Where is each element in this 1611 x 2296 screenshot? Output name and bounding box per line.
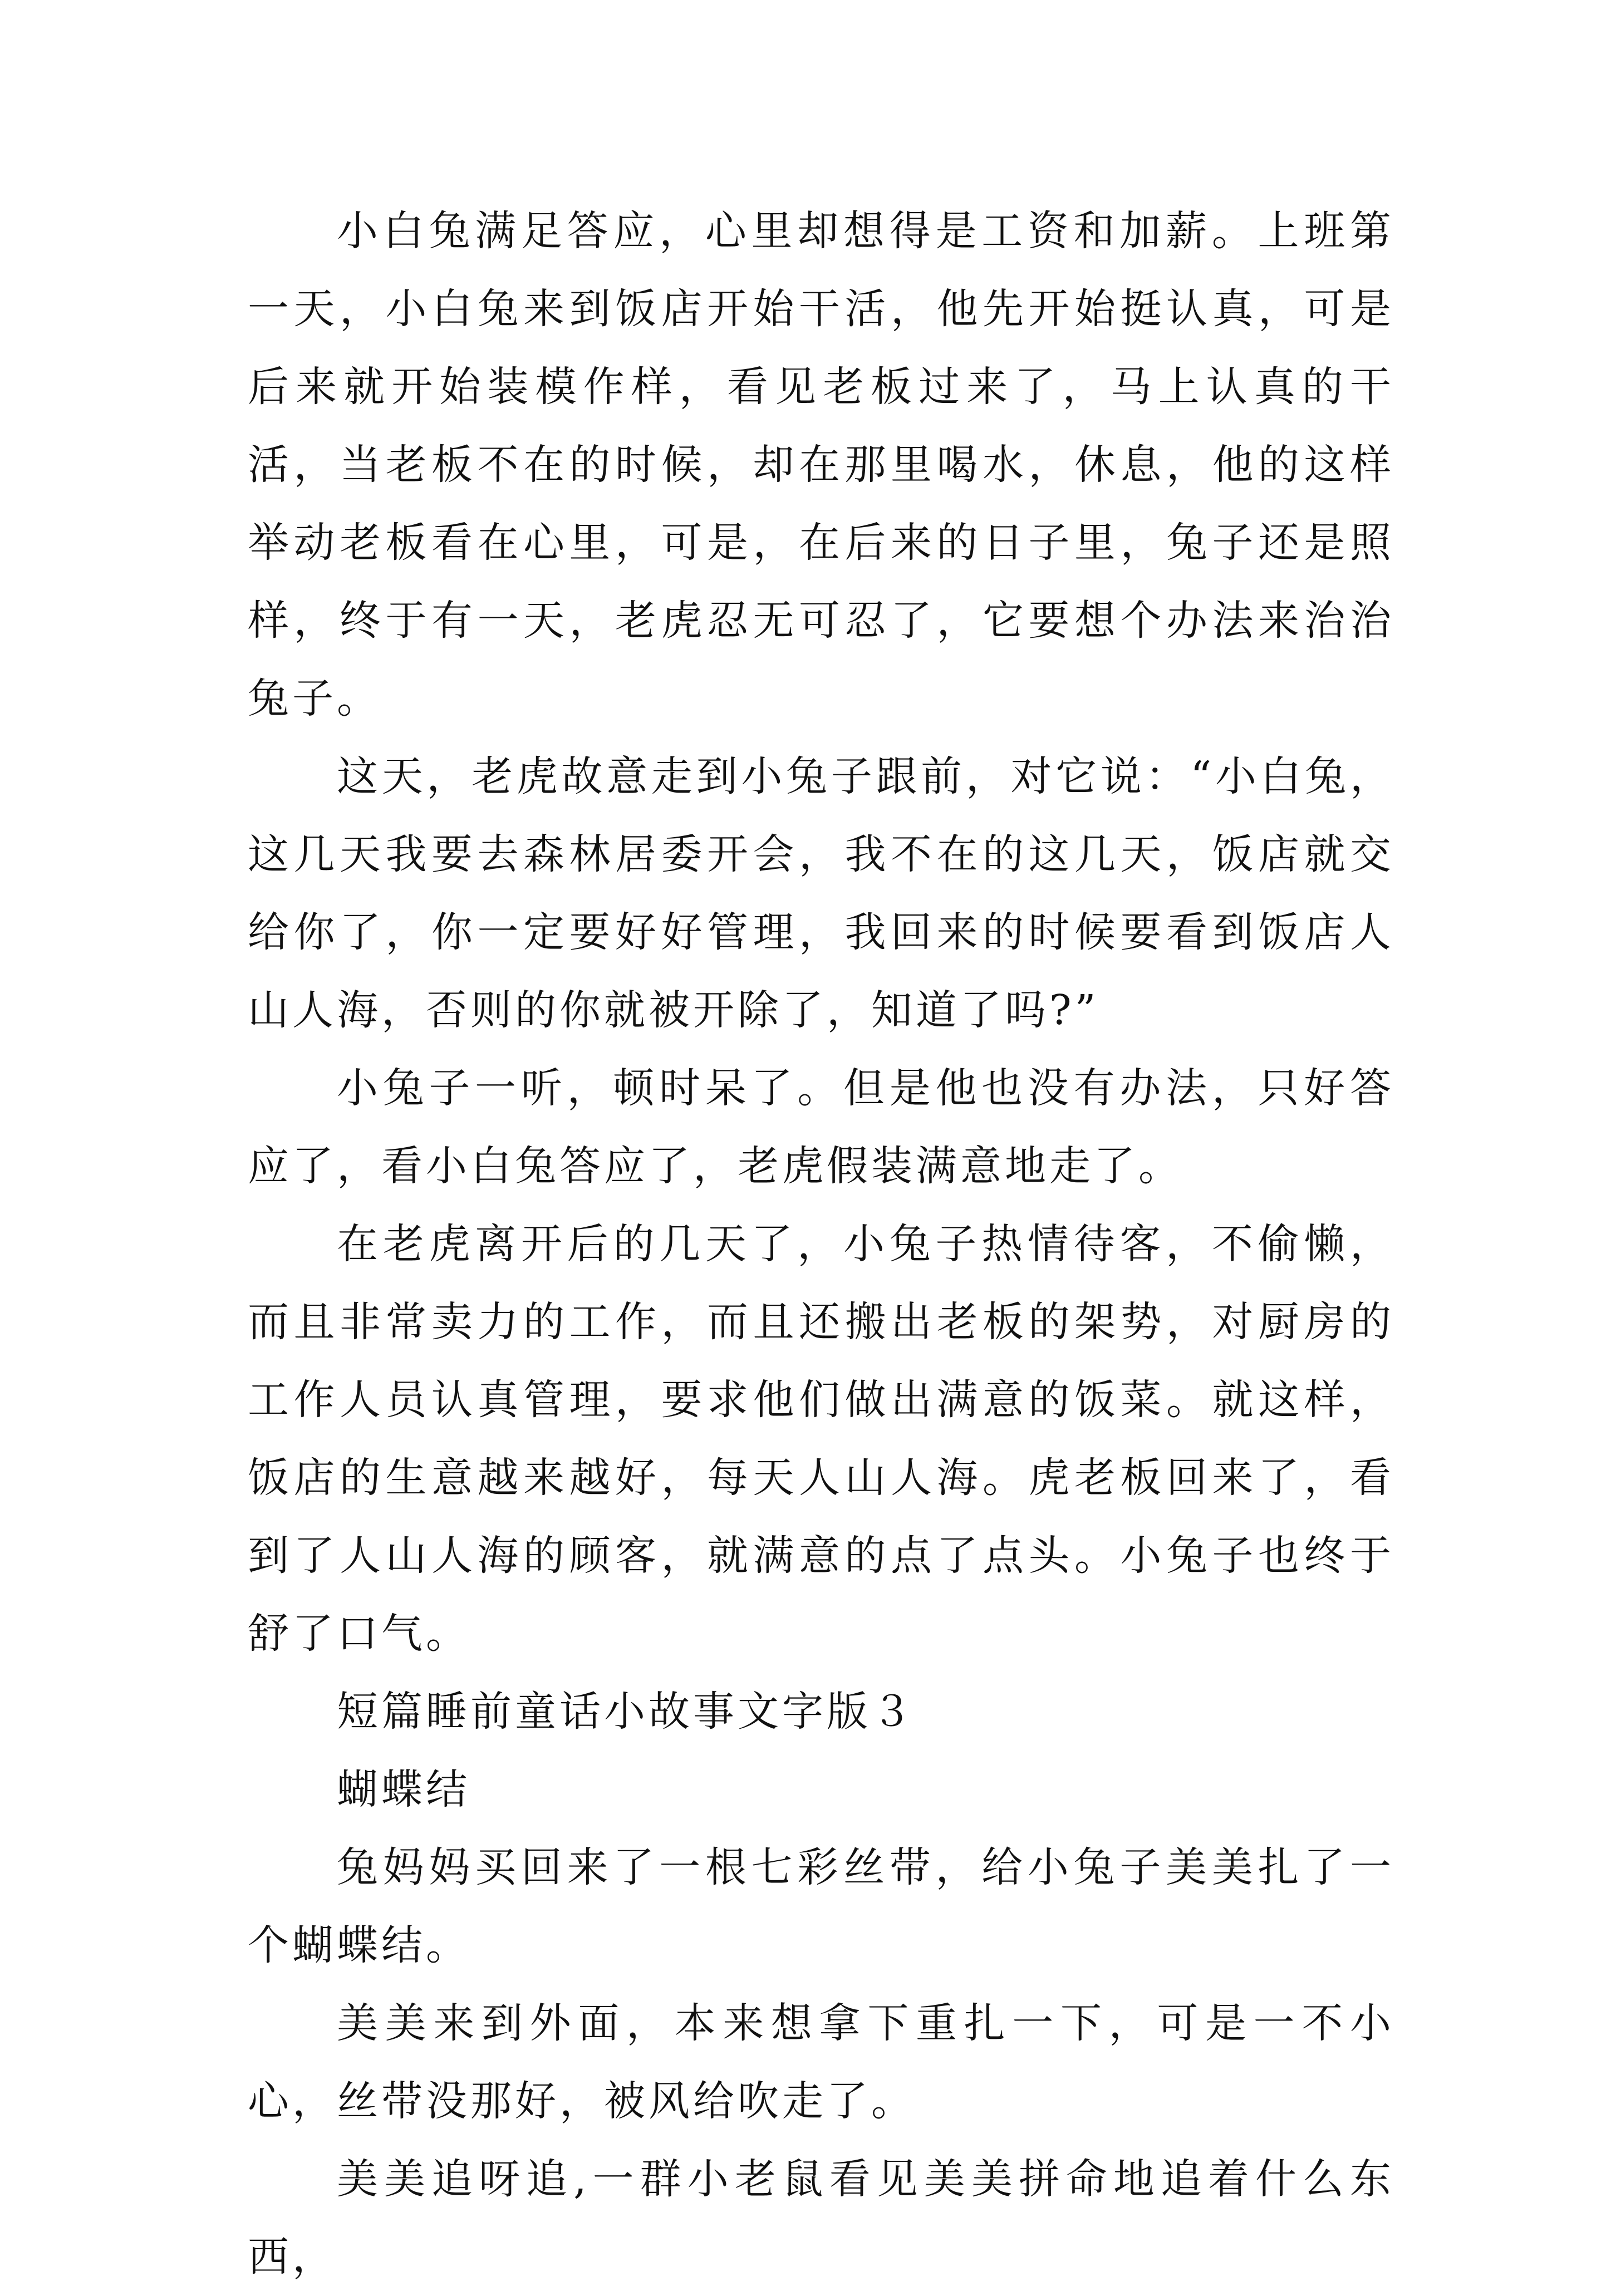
paragraph-2: 这天，老虎故意走到小兔子跟前，对它说：“小白兔，这几天我要去森林居委开会，我不在的这几天，饭店就交给你了，你一定要好好管理，我回来的时候要看到饭店人山人海，否则的你就被开除了，知道了吗?” [248, 753, 1394, 1034]
body-text [248, 192, 1394, 2296]
paragraph-7: 美美追呀追,一群小老鼠看见美美拼命地追着什么东西， [248, 2155, 1394, 2281]
section-title: 短篇睡前童话小故事文字版３ [337, 1688, 916, 1735]
paragraph-3: 小兔子一听，顿时呆了。但是他也没有办法，只好答应了，看小白兔答应了，老虎假装满意地走了。 [248, 1064, 1394, 1190]
paragraph-5: 兔妈妈买回来了一根七彩丝带，给小兔子美美扎了一个蝴蝶结。 [248, 1843, 1394, 1969]
paragraph-6: 美美来到外面，本来想拿下重扎一下，可是一不小心，丝带没那好，被风给吹走了。 [248, 1999, 1394, 2125]
paragraph-4: 在老虎离开后的几天了，小兔子热情待客，不偷懒，而且非常卖力的工作，而且还搬出老板的架势，对厨房的工作人员认真管理，要求他们做出满意的饭菜。就这样，饭店的生意越来越好，每天人山人海。虎老板回来了，看到了人山人海的顾客，就满意的点了点头。小兔子也终于舒了口气。 [248, 1220, 1394, 1658]
story-title: 蝴蝶结 [337, 1766, 470, 1813]
paragraph-1: 小白兔满足答应，心里却想得是工资和加薪。上班第一天，小白兔来到饭店开始干活，他先开始挺认真，可是后来就开始装模作样，看见老板过来了，马上认真的干活，当老板不在的时候，却在那里喝水，休息，他的这样举动老板看在心里，可是，在后来的日子里，兔子还是照样，终于有一天，老虎忍无可忍了，它要想个办法来治治兔子。 [248, 207, 1394, 722]
